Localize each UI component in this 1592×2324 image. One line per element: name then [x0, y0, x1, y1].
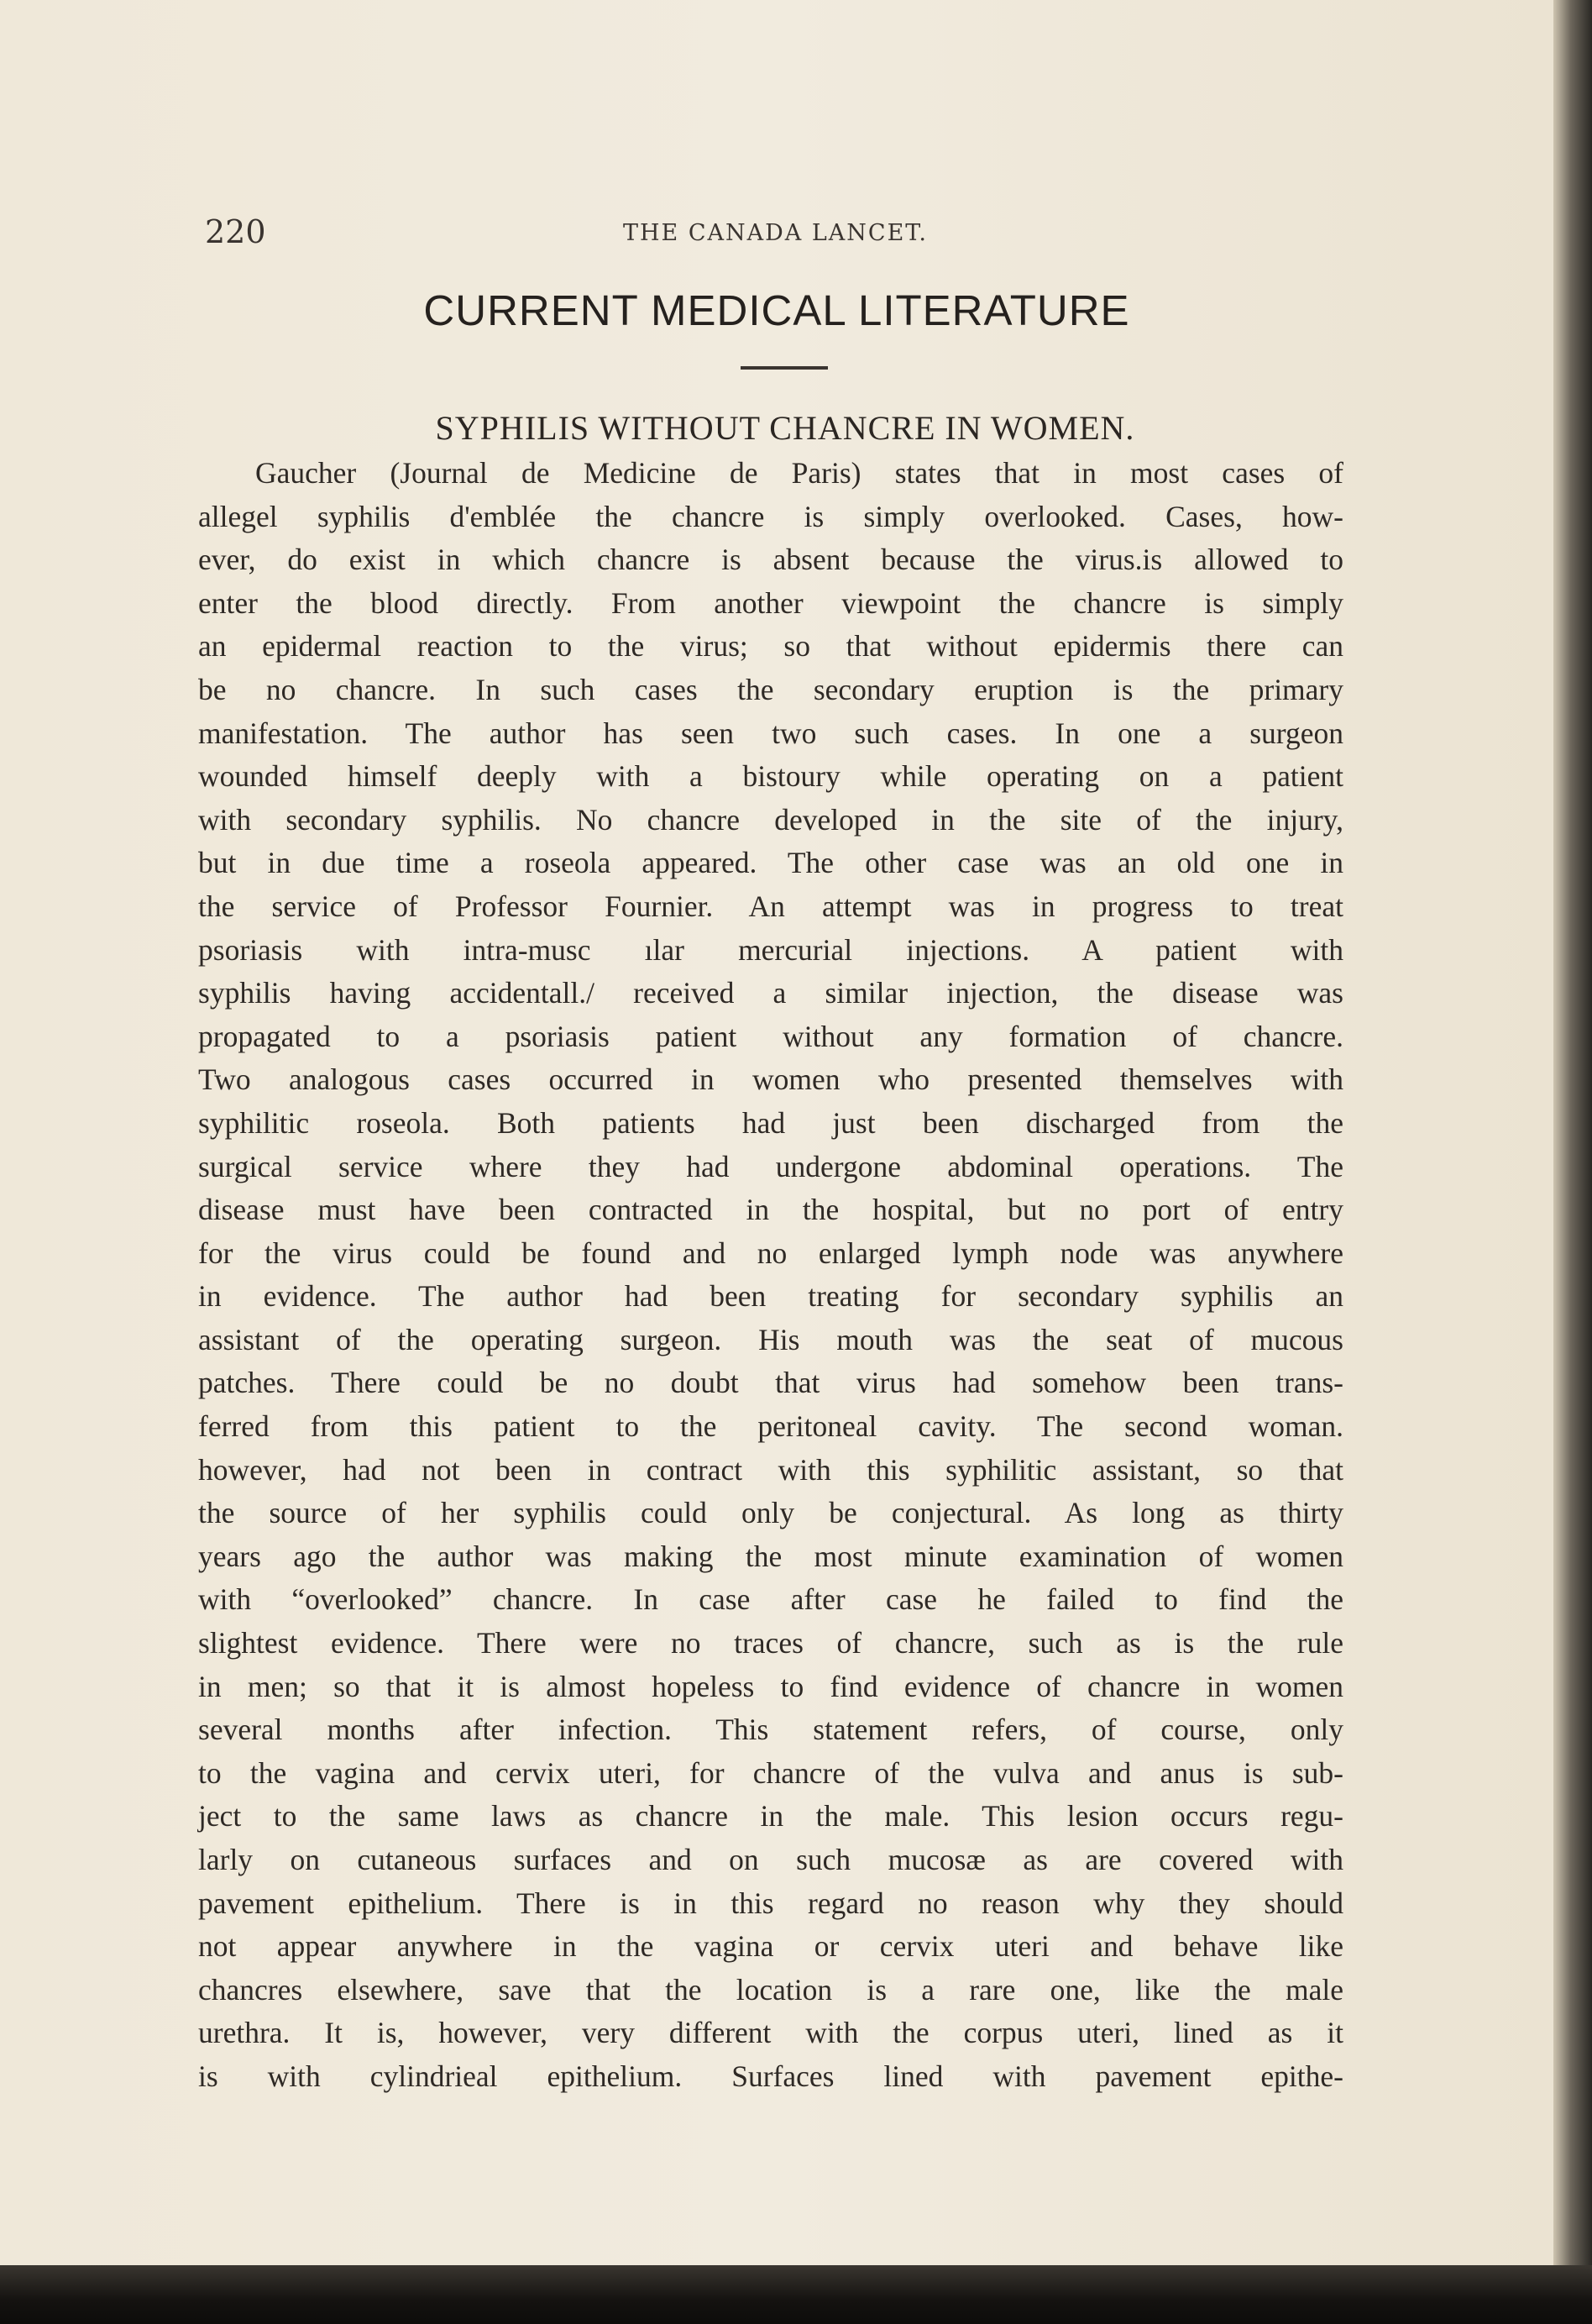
body-line: ferred from this patient to the peritoneal cavity. The second woman. — [198, 1409, 1343, 1444]
body-line: assistant of the operating surgeon. His mouth was the seat of mucous — [198, 1322, 1343, 1356]
body-line: the service of Professor Fournier. An attempt was in progress to treat — [198, 889, 1343, 923]
body-line: urethra. It is, however, very different with the corpus uteri, lined as it — [198, 2016, 1343, 2050]
body-line: is with cylindrieal epithelium. Surfaces lined with pavement epithe- — [198, 2059, 1343, 2093]
body-line: enter the blood directly. From another viewpoint the chancre is simply — [198, 585, 1343, 620]
page-edge-shadow — [1553, 0, 1592, 2324]
body-line: larly on cutaneous surfaces and on such mucosæ as are covered with — [198, 1843, 1343, 1876]
running-head: THE CANADA LANCET. — [623, 220, 928, 246]
body-line: in evidence. The author had been treating for secondary syphilis an — [198, 1279, 1343, 1314]
body-line: with secondary syphilis. No chancre developed in the site of the injury, — [198, 802, 1343, 837]
body-line: wounded himself deeply with a bistoury while operating on a patient — [198, 759, 1343, 794]
body-line: in men; so that it is almost hopeless to find evidence of chancre in women — [198, 1669, 1343, 1703]
body-line: with “overlooked” chancre. In case after case he failed to find the — [198, 1582, 1343, 1617]
body-line: but in due time a roseola appeared. The other case was an old one in — [198, 846, 1343, 880]
body-line: propagated to a psoriasis patient without any formation of chancre. — [198, 1019, 1343, 1053]
body-line: to the vagina and cervix uteri, for chancre of the vulva and anus is sub- — [198, 1755, 1343, 1790]
body-line: ever, do exist in which chancre is absent because the virus.is allowed to — [198, 543, 1343, 577]
page-number: 220 — [205, 213, 266, 250]
body-line: manifestation. The author has seen two such cases. In one a surgeon — [198, 716, 1343, 750]
body-line: the source of her syphilis could only be conjectural. As long as thirty — [198, 1496, 1343, 1530]
body-line: not appear anywhere in the vagina or cervix uteri and behave like — [198, 1929, 1343, 1964]
body-line: however, had not been in contract with this syphilitic assistant, so that — [198, 1452, 1343, 1487]
article-body — [198, 452, 1343, 2099]
body-line: Gaucher (Journal de Medicine de Paris) states that in most cases of — [255, 456, 1343, 490]
body-line: an epidermal reaction to the virus; so that without epidermis there can — [198, 629, 1343, 664]
body-line: syphilitic roseola. Both patients had just been discharged from the — [198, 1105, 1343, 1140]
body-line: years ago the author was making the most minute examination of women — [198, 1539, 1343, 1573]
section-title: CURRENT MEDICAL LITERATURE — [423, 286, 1130, 334]
body-line: pavement epithelium. There is in this regard no reason why they should — [198, 1886, 1343, 1920]
article-title: SYPHILIS WITHOUT CHANCRE IN WOMEN. — [435, 409, 1135, 447]
body-line: slightest evidence. There were no traces of chancre, such as is the rule — [198, 1626, 1343, 1660]
body-line: chancres elsewhere, save that the location is a rare one, like the male — [198, 1972, 1343, 2007]
body-line: Two analogous cases occurred in women who presented themselves with — [198, 1062, 1343, 1097]
body-line: syphilis having accidentall./ received a similar injection, the disease was — [198, 976, 1343, 1010]
body-line: surgical service where they had undergone abdominal operations. The — [198, 1149, 1343, 1183]
scan-bottom-edge — [0, 2265, 1592, 2324]
body-line: ject to the same laws as chancre in the male. This lesion occurs regu- — [198, 1799, 1343, 1833]
title-rule — [741, 366, 828, 370]
body-line: several months after infection. This statement refers, of course, only — [198, 1713, 1343, 1747]
body-line: be no chancre. In such cases the secondary eruption is the primary — [198, 672, 1343, 706]
body-line: for the virus could be found and no enlarged lymph node was anywhere — [198, 1235, 1343, 1270]
body-line: patches. There could be no doubt that virus had somehow been trans- — [198, 1366, 1343, 1400]
body-line: disease must have been contracted in the hospital, but no port of entry — [198, 1193, 1343, 1227]
body-line: psoriasis with intra-musc ılar mercurial injections. A patient with — [198, 932, 1343, 967]
body-line: allegel syphilis d'emblée the chancre is simply overlooked. Cases, how- — [198, 499, 1343, 533]
